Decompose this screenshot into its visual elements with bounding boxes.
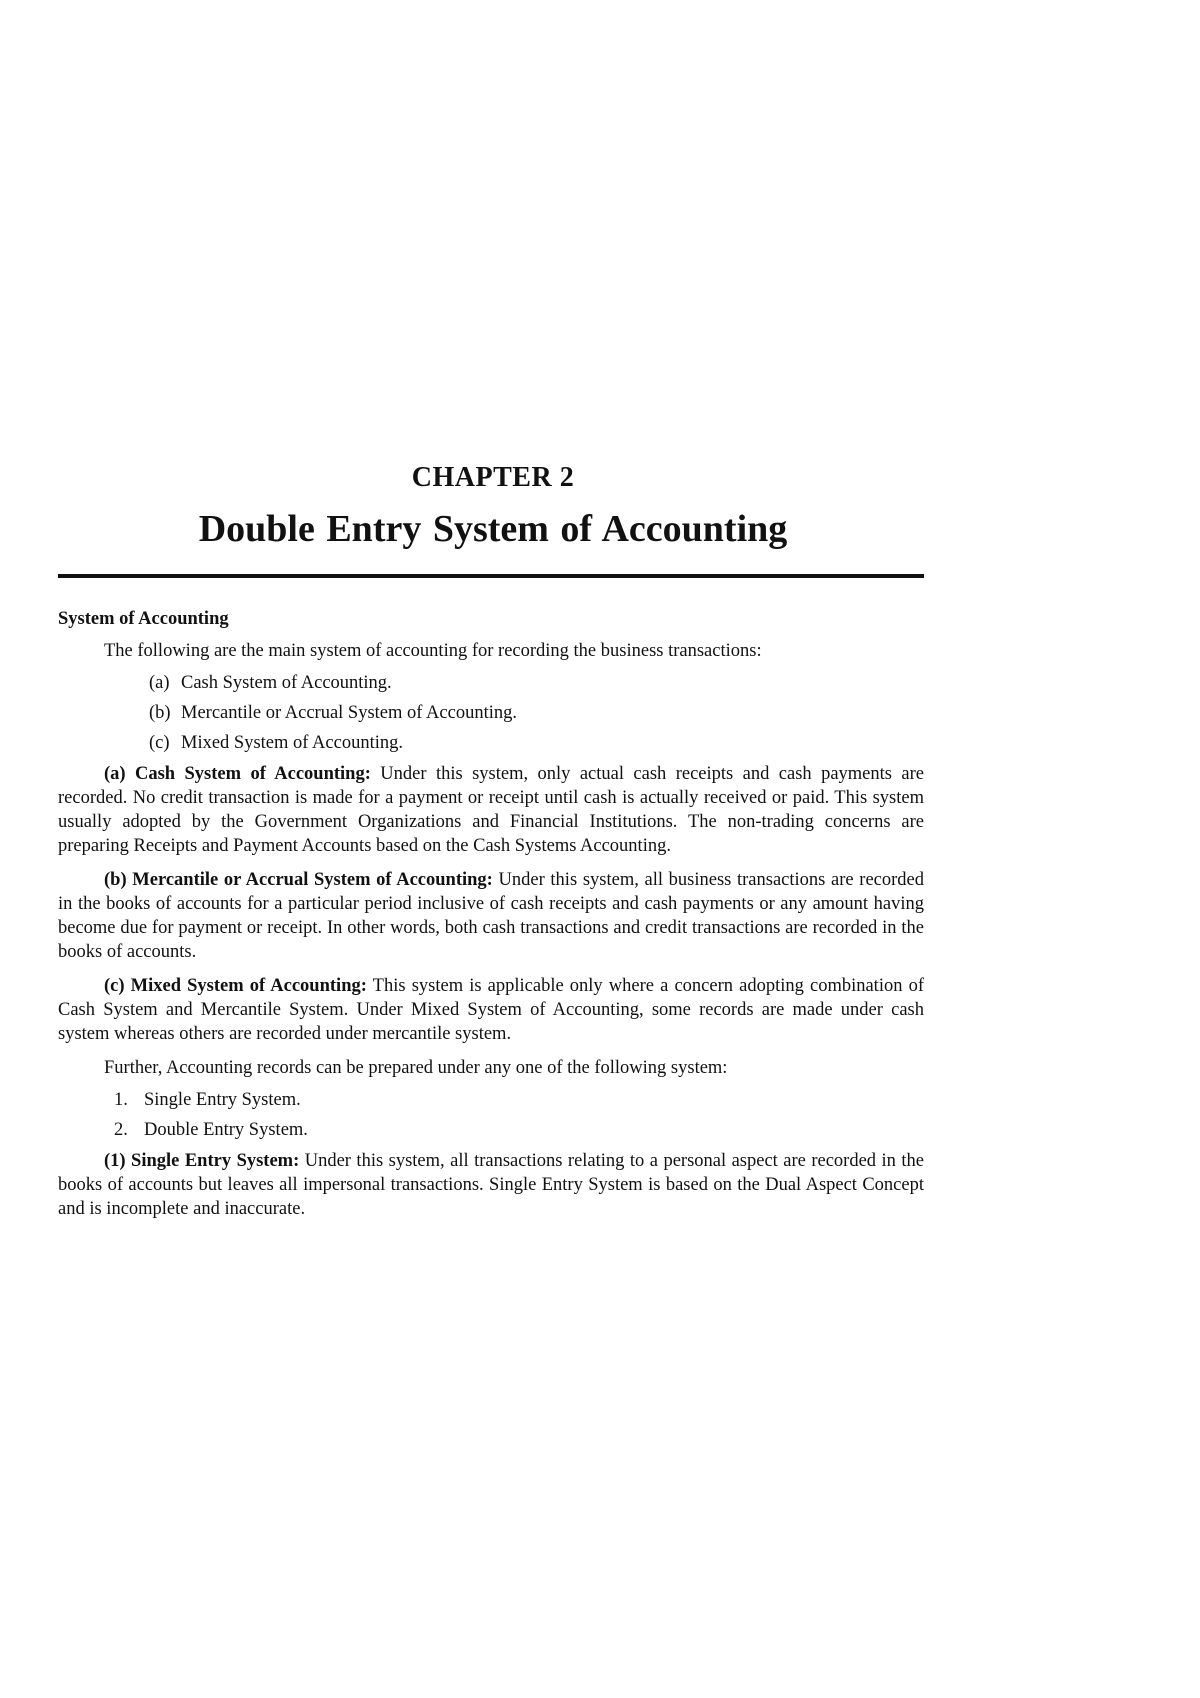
- list-marker: (a): [149, 673, 170, 693]
- section-heading: System of Accounting: [58, 609, 229, 629]
- list-item-text: Cash System of Accounting.: [181, 673, 392, 693]
- paragraph-lead: (a) Cash System of Accounting:: [104, 764, 371, 784]
- list-marker: 2.: [114, 1120, 128, 1140]
- paragraph-lead: (c) Mixed System of Accounting:: [104, 976, 367, 996]
- list-item: [58, 1088, 924, 1112]
- intro-paragraph: The following are the main system of accounting for recording the business transactions:: [104, 641, 762, 661]
- list-item: [58, 731, 924, 755]
- single-entry-paragraph: [58, 1149, 924, 1221]
- entry-systems-list: [58, 1088, 924, 1142]
- paragraph-body: Under this system, only actual cash receipts and cash payments are recorded. No credit transaction is made for a payment or receipt until cash is actually received or paid. This system usually adopted by the Government Organizations and Financial Institutions. The non-trading concerns are preparing Receipts and Payment Accounts based on the Cash Systems Accounting.: [58, 764, 924, 856]
- accounting-systems-list: [58, 671, 924, 755]
- chapter-title: Double Entry System of Accounting: [198, 508, 788, 550]
- list-marker: (b): [149, 703, 171, 723]
- chapter-label: CHAPTER 2: [411, 462, 575, 493]
- list-item: [58, 671, 924, 695]
- mercantile-system-paragraph: [58, 868, 924, 964]
- list-item-text: Mixed System of Accounting.: [181, 733, 403, 753]
- list-item-text: Double Entry System.: [144, 1120, 308, 1140]
- paragraph-lead: (b) Mercantile or Accrual System of Accounting:: [104, 870, 493, 890]
- paragraph-lead: (1) Single Entry System:: [104, 1151, 300, 1171]
- list-item: [58, 1118, 924, 1142]
- paragraph-body: Under this system, all business transactions are recorded in the books of accounts for a particular period inclusive of cash receipts and cash payments or any amount having become due for payment or receipt. In other words, both cash transactions and credit transactions are recorded in the books of accounts.: [58, 870, 924, 962]
- list-marker: (c): [149, 733, 170, 753]
- list-marker: 1.: [114, 1090, 128, 1110]
- title-rule: [58, 574, 924, 578]
- list-item-text: Single Entry System.: [144, 1090, 301, 1110]
- cash-system-paragraph: [58, 762, 924, 858]
- further-paragraph: Further, Accounting records can be prepared under any one of the following system:: [104, 1058, 728, 1078]
- paragraph-body: This system is applicable only where a concern adopting combination of Cash System and Mercantile System. Under Mixed System of Accounting, some records are made under cash system whereas others are recorded under mercantile system.: [58, 976, 924, 1044]
- chapter-content: [58, 607, 924, 1231]
- list-item: [58, 701, 924, 725]
- mixed-system-paragraph: [58, 974, 924, 1046]
- list-item-text: Mercantile or Accrual System of Accounting.: [181, 703, 517, 723]
- paragraph-body: Under this system, all transactions relating to a personal aspect are recorded in the books of accounts but leaves all impersonal transactions. Single Entry System is based on the Dual Aspect Concept and is incomplete and inaccurate.: [58, 1151, 924, 1219]
